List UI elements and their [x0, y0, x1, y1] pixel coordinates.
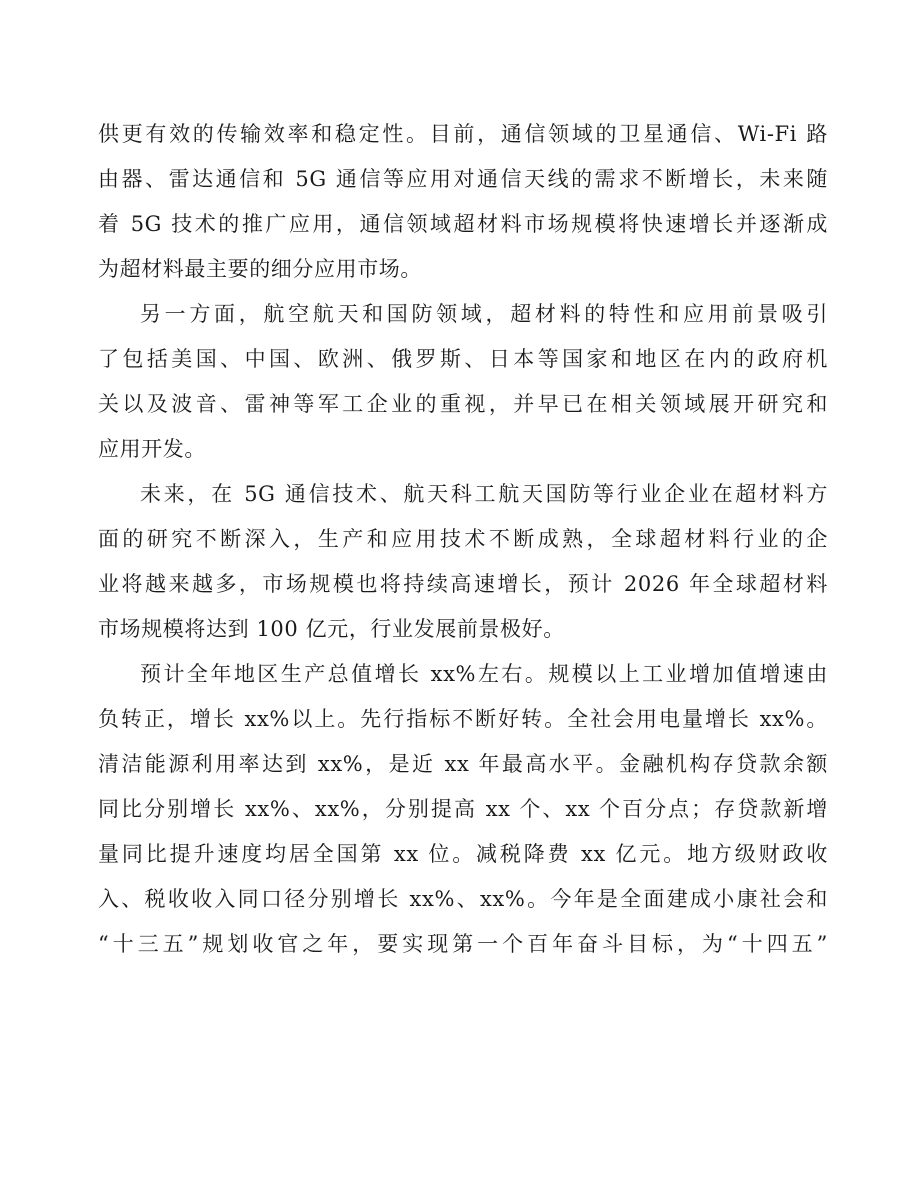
text-line: “十三五”规划收官之年，要实现第一个百年奋斗目标，为“十四五” — [98, 932, 828, 956]
text-line: 由器、雷达通信和 5G 通信等应用对通信天线的需求不断增长，未来随 — [98, 167, 828, 191]
text-line: 负转正，增长 xx%以上。先行指标不断好转。全社会用电量增长 xx%。 — [98, 707, 828, 731]
text-line: 市场规模将达到 100 亿元，行业发展前景极好。 — [98, 617, 565, 641]
text-line: 入、税收收入同口径分别增长 xx%、xx%。今年是全面建成小康社会和 — [98, 887, 828, 911]
text-line: 了包括美国、中国、欧洲、俄罗斯、日本等国家和地区在内的政府机 — [98, 347, 828, 371]
text-line: 应用开发。 — [98, 437, 206, 461]
text-line: 同比分别增长 xx%、xx%，分别提高 xx 个、xx 个百分点；存贷款新增 — [98, 797, 828, 821]
text-line: 量同比提升速度均居全国第 xx 位。减税降费 xx 亿元。地方级财政收 — [98, 842, 828, 866]
paragraph — [98, 472, 828, 652]
text-line: 着 5G 技术的推广应用，通信领域超材料市场规模将快速增长并逐渐成 — [98, 212, 828, 236]
text-line: 为超材料最主要的细分应用市场。 — [98, 257, 422, 281]
text-line: 未来，在 5G 通信技术、航天科工航天国防等行业企业在超材料方 — [140, 482, 828, 506]
paragraph — [98, 292, 828, 472]
text-line: 清洁能源利用率达到 xx%，是近 xx 年最高水平。金融机构存贷款余额 — [98, 752, 828, 776]
text-line: 面的研究不断深入，生产和应用技术不断成熟，全球超材料行业的企 — [98, 527, 828, 551]
document-body — [98, 112, 828, 967]
text-line: 另一方面，航空航天和国防领域，超材料的特性和应用前景吸引 — [140, 302, 828, 326]
paragraph — [98, 652, 828, 967]
text-line: 供更有效的传输效率和稳定性。目前，通信领域的卫星通信、Wi-Fi 路 — [98, 122, 828, 146]
paragraph — [98, 112, 828, 292]
text-line: 关以及波音、雷神等军工企业的重视，并早已在相关领域展开研究和 — [98, 392, 828, 416]
text-line: 预计全年地区生产总值增长 xx%左右。规模以上工业增加值增速由 — [140, 662, 828, 686]
text-line: 业将越来越多，市场规模也将持续高速增长，预计 2026 年全球超材料 — [98, 572, 828, 596]
